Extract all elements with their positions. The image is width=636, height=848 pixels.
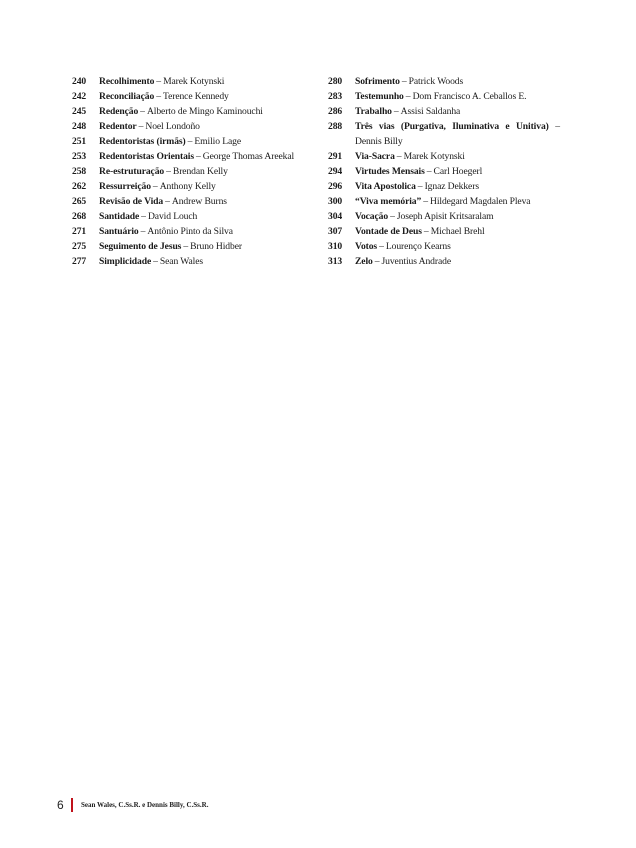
toc-page-number: 251 bbox=[72, 136, 87, 147]
toc-separator: – bbox=[195, 151, 201, 162]
toc-separator: – bbox=[379, 241, 384, 252]
toc-separator: – bbox=[393, 106, 399, 117]
toc-entry-author: Emilio Lage bbox=[194, 136, 242, 147]
toc-entry-title: Vita Apostolica bbox=[355, 181, 416, 192]
toc-entry bbox=[72, 74, 312, 89]
toc-entry-title: Três vias (Purgativa, Iluminativa e Unitiva) bbox=[355, 121, 549, 132]
toc-entry bbox=[72, 119, 312, 134]
toc-entry-title: Simplicidade bbox=[99, 256, 152, 267]
toc-entry-title: Seguimento de Jesus bbox=[99, 241, 182, 252]
toc-entry bbox=[72, 134, 312, 149]
toc-separator: – bbox=[156, 76, 162, 87]
toc-entry bbox=[328, 149, 560, 164]
toc-separator: – bbox=[153, 256, 158, 267]
toc-separator: – bbox=[165, 196, 170, 207]
toc-page-number: 304 bbox=[328, 211, 343, 222]
toc-separator: – bbox=[423, 196, 428, 207]
toc-entry bbox=[72, 149, 312, 164]
toc-entry-title: “Viva memória” bbox=[355, 196, 422, 207]
toc-entry bbox=[328, 224, 560, 239]
toc-separator: – bbox=[138, 121, 144, 132]
footer-divider-bar bbox=[71, 798, 73, 812]
toc-entry bbox=[328, 89, 560, 104]
toc-page-number: 275 bbox=[72, 241, 87, 252]
toc-separator: – bbox=[183, 241, 189, 252]
toc-entry-author: Marek Kotynski bbox=[403, 151, 465, 162]
toc-separator: – bbox=[417, 181, 423, 192]
toc-page-number: 268 bbox=[72, 211, 87, 222]
toc-entry-title: Vocação bbox=[355, 211, 389, 222]
toc-entry bbox=[328, 254, 560, 269]
toc-entry-author: Hildegard Magdalen Pleva bbox=[429, 196, 531, 207]
toc-entry-title: Vontade de Deus bbox=[355, 226, 422, 237]
toc-entry-author: Michael Brehl bbox=[430, 226, 485, 237]
toc-entry-title: Ressurreição bbox=[99, 181, 151, 192]
toc-separator: – bbox=[390, 211, 395, 222]
toc-page-number: 277 bbox=[72, 256, 87, 267]
toc-entry bbox=[72, 224, 312, 239]
toc-entry bbox=[72, 89, 312, 104]
page-number: 6 bbox=[57, 798, 64, 812]
toc-page-number: 258 bbox=[72, 166, 87, 177]
toc-separator: – bbox=[187, 136, 193, 147]
toc-page-number: 265 bbox=[72, 196, 87, 207]
toc-entry-author: Anthony Kelly bbox=[159, 181, 216, 192]
toc-page-number: 313 bbox=[328, 256, 343, 267]
toc-separator: – bbox=[401, 76, 407, 87]
toc-separator: – bbox=[423, 226, 429, 237]
toc-page-number: 240 bbox=[72, 76, 87, 87]
toc-page-number: 294 bbox=[328, 166, 343, 177]
toc-entry bbox=[72, 239, 312, 254]
toc-separator: – bbox=[396, 151, 402, 162]
toc-entry bbox=[72, 104, 312, 119]
toc-separator: – bbox=[426, 166, 432, 177]
toc-entry-author: Assisi Saldanha bbox=[400, 106, 461, 117]
toc-separator: – bbox=[555, 121, 560, 132]
toc-page-number: 248 bbox=[72, 121, 87, 132]
toc-page-number: 307 bbox=[328, 226, 343, 237]
toc-entry-author: George Thomas Areekal bbox=[202, 151, 295, 162]
toc-separator: – bbox=[140, 226, 146, 237]
toc-column-right bbox=[328, 74, 560, 269]
toc-entry-author: Juventius Andrade bbox=[381, 256, 451, 267]
toc-entry-author: Lourenço Kearns bbox=[385, 241, 451, 252]
toc-separator: – bbox=[152, 181, 158, 192]
toc-entry-author: Brendan Kelly bbox=[172, 166, 228, 177]
toc-entry bbox=[328, 194, 560, 209]
toc-page-number: 245 bbox=[72, 106, 87, 117]
toc-entry-title: Votos bbox=[355, 241, 378, 252]
toc-page-number: 283 bbox=[328, 91, 343, 102]
toc-entry-title: Revisão de Vida bbox=[99, 196, 164, 207]
toc-page-number: 291 bbox=[328, 151, 343, 162]
toc-entry-author: Carl Hoegerl bbox=[433, 166, 483, 177]
toc-separator: – bbox=[374, 256, 380, 267]
toc-entry-author: Patrick Woods bbox=[408, 76, 464, 87]
toc-entry-author: Andrew Burns bbox=[171, 196, 227, 207]
toc-column-left bbox=[72, 74, 312, 269]
toc-page-number: 280 bbox=[328, 76, 343, 87]
toc-entry-title: Santuário bbox=[99, 226, 139, 237]
toc-page-number: 296 bbox=[328, 181, 343, 192]
toc-separator: – bbox=[166, 166, 171, 177]
toc-entry-title: Trabalho bbox=[355, 106, 392, 117]
toc-page-number: 310 bbox=[328, 241, 343, 252]
toc-entry-author: Noel Londoño bbox=[145, 121, 200, 132]
toc-entry-author: Marek Kotynski bbox=[163, 76, 225, 87]
toc-separator: – bbox=[140, 106, 145, 117]
toc-entry-title: Redentor bbox=[99, 121, 137, 132]
toc-entry bbox=[328, 179, 560, 194]
toc-entry bbox=[72, 209, 312, 224]
toc-entry-author: Alberto de Mingo Kaminouchi bbox=[146, 106, 263, 117]
toc-entry bbox=[72, 194, 312, 209]
toc-entry bbox=[72, 179, 312, 194]
toc-entry-title: Redentoristas (irmãs) bbox=[99, 136, 186, 147]
toc-entry-title: Via-Sacra bbox=[355, 151, 395, 162]
toc-page-number: 300 bbox=[328, 196, 343, 207]
toc-entry-author: Dennis Billy bbox=[355, 136, 403, 147]
toc-entry-author: Antônio Pinto da Silva bbox=[147, 226, 233, 237]
page-footer bbox=[57, 797, 208, 813]
toc-separator: – bbox=[141, 211, 146, 222]
toc-entry-author: Sean Wales bbox=[159, 256, 203, 267]
toc-entry bbox=[72, 254, 312, 269]
toc-entry-author: Dom Francisco A. Ceballos E. bbox=[412, 91, 527, 102]
toc-entry-title: Sofrimento bbox=[355, 76, 400, 87]
toc-entry-title: Redenção bbox=[99, 106, 139, 117]
toc-entry bbox=[72, 164, 312, 179]
toc-page-number: 253 bbox=[72, 151, 87, 162]
toc-entry bbox=[328, 239, 560, 254]
toc-entry bbox=[328, 209, 560, 224]
toc-entry-author: Bruno Hidber bbox=[190, 241, 242, 252]
toc-entry-title: Recolhimento bbox=[99, 76, 155, 87]
toc-page-number: 271 bbox=[72, 226, 87, 237]
toc-page-number: 286 bbox=[328, 106, 343, 117]
toc-separator: – bbox=[156, 91, 161, 102]
toc-entry bbox=[328, 119, 560, 149]
toc-entry bbox=[328, 74, 560, 89]
toc-entry bbox=[328, 164, 560, 179]
toc-page-number: 242 bbox=[72, 91, 87, 102]
toc-entry-author: Terence Kennedy bbox=[162, 91, 229, 102]
toc-entry-title: Zelo bbox=[355, 256, 373, 267]
toc-entry-title: Testemunho bbox=[355, 91, 404, 102]
toc-entry-author: Joseph Apisit Kritsaralam bbox=[396, 211, 494, 222]
toc-entry-author: David Louch bbox=[147, 211, 198, 222]
toc-separator: – bbox=[405, 91, 411, 102]
footer-authors: Sean Wales, C.Ss.R. e Dennis Billy, C.Ss.R. bbox=[81, 801, 209, 809]
toc-entry-title: Santidade bbox=[99, 211, 140, 222]
toc-entry-title: Reconciliação bbox=[99, 91, 155, 102]
toc-page-number: 262 bbox=[72, 181, 87, 192]
toc-entry-title: Redentoristas Orientais bbox=[99, 151, 194, 162]
toc-entry-author: Ignaz Dekkers bbox=[424, 181, 479, 192]
toc-entry-title: Re-estruturação bbox=[99, 166, 165, 177]
toc-page-number: 288 bbox=[328, 121, 343, 132]
toc-entry-title: Virtudes Mensais bbox=[355, 166, 425, 177]
toc-entry bbox=[328, 104, 560, 119]
